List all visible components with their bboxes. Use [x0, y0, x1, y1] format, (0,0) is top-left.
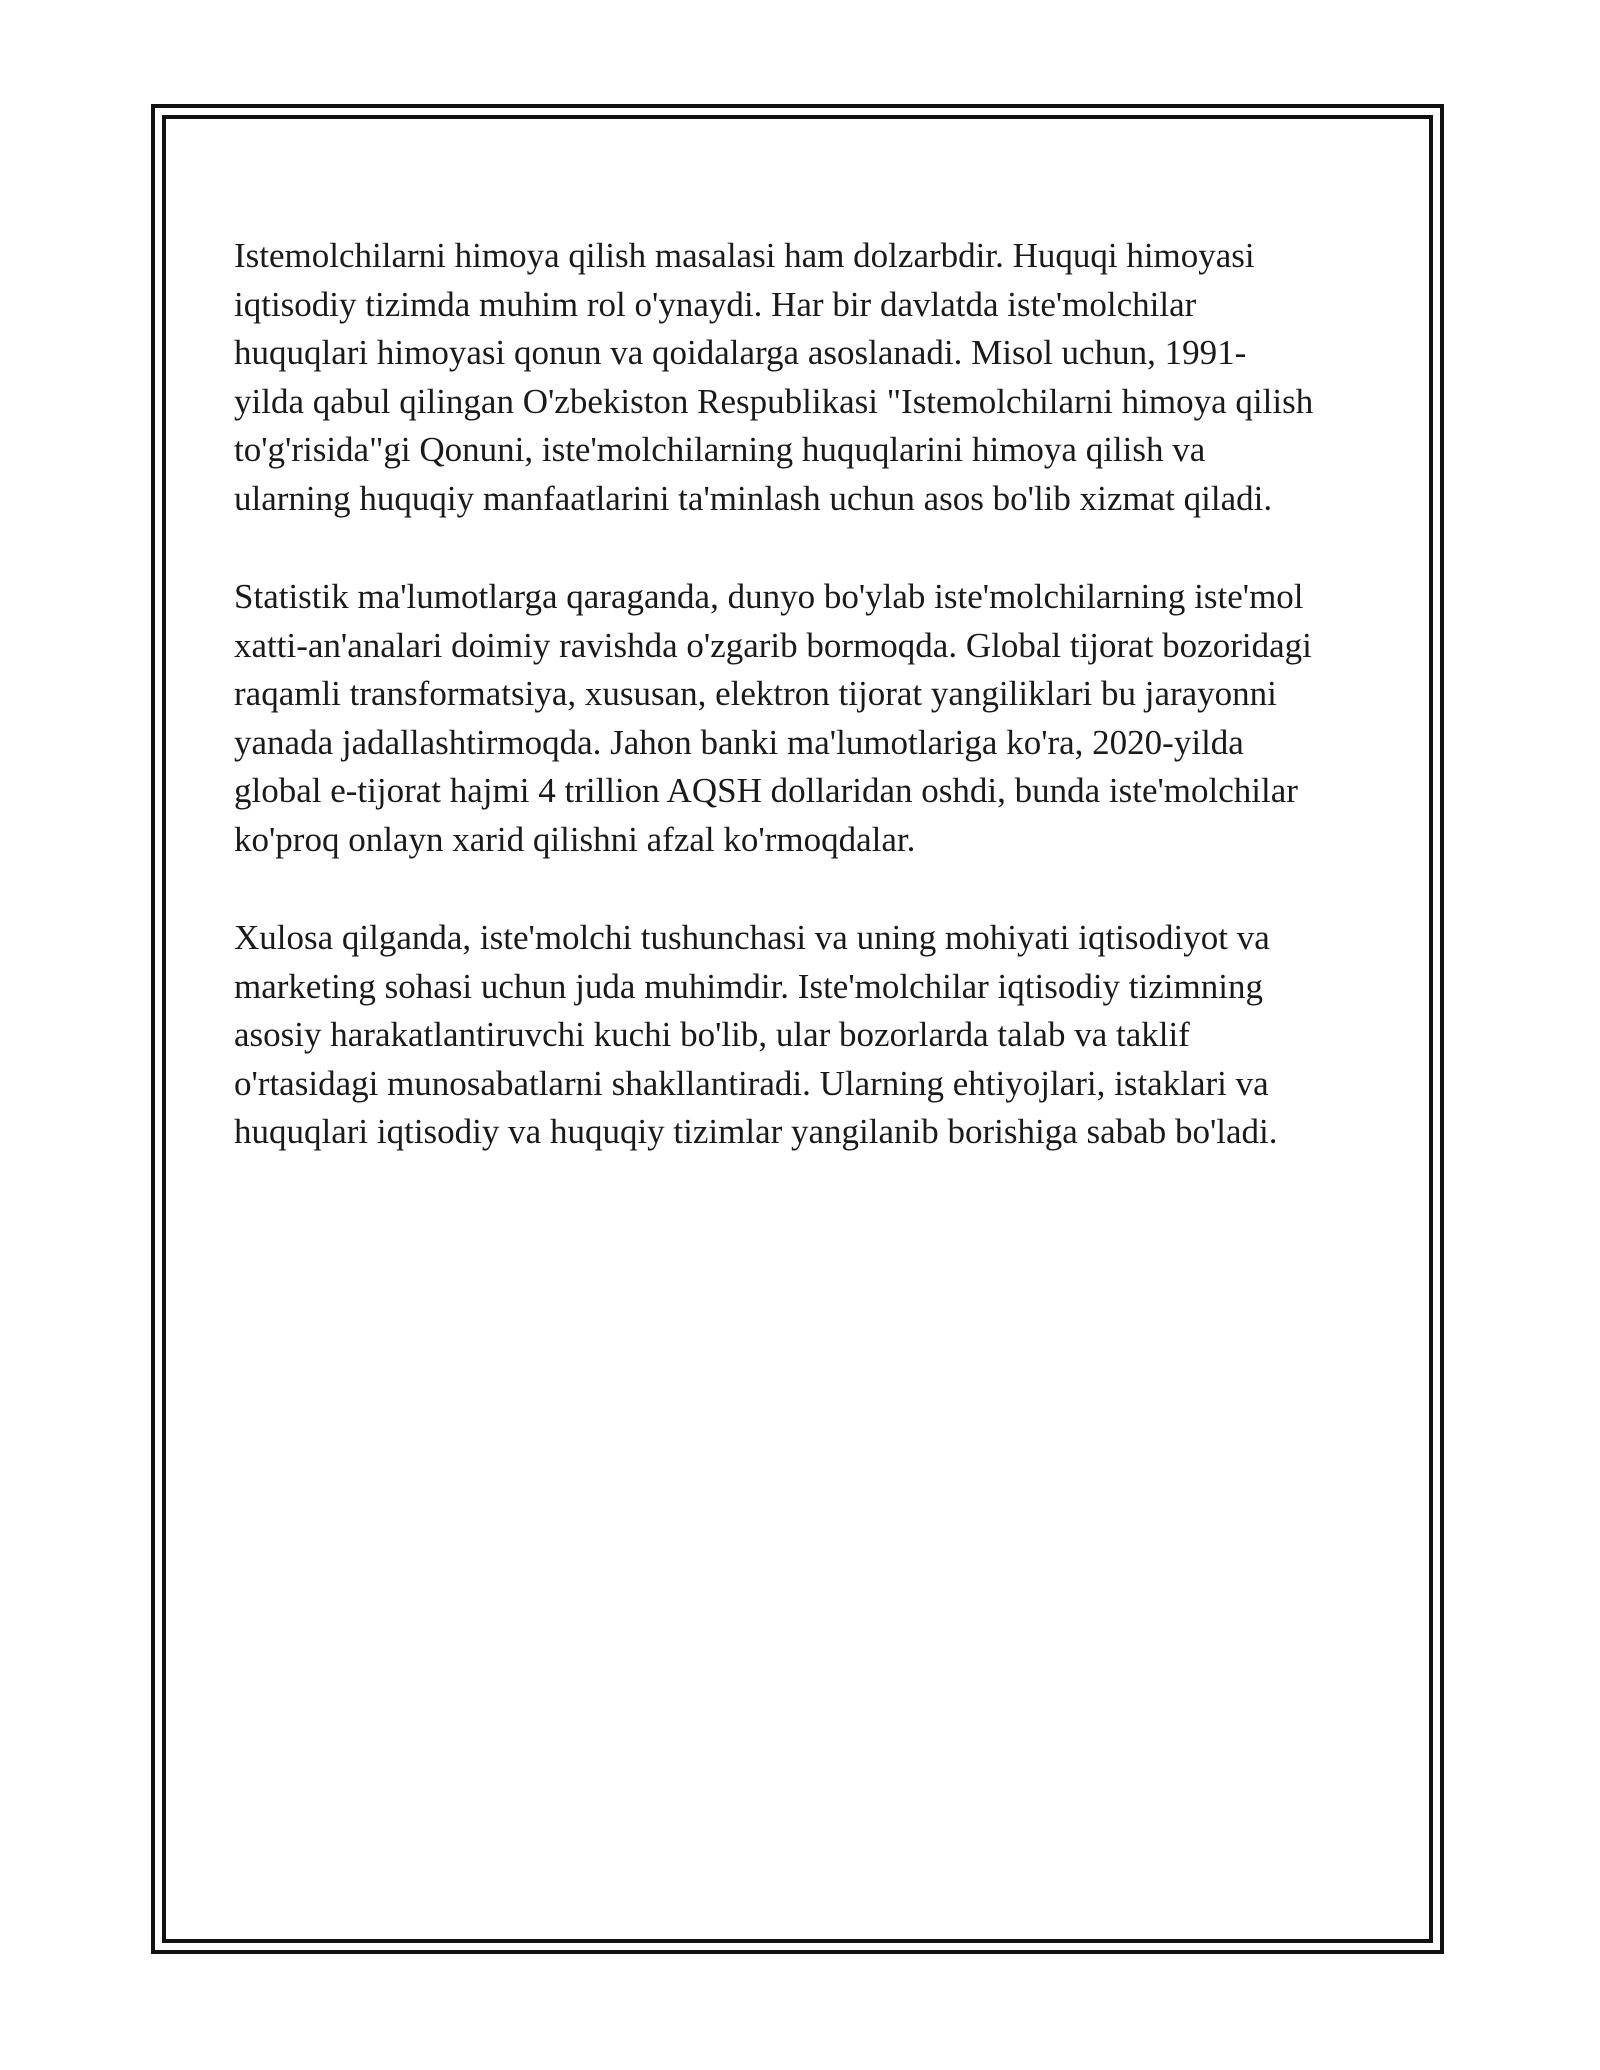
paragraph-consumer-protection: Istemolchilarni himoya qilish masalasi ham dolzarbdir. Huquqi himoyasi iqtisodiy tizimda muhim rol o'ynaydi. Har bir davlatda iste'molchilar huquqlari himoyasi qonun va qoidalarga asoslanadi. Misol uchun, 1991- yilda qabul qilingan O'zbekiston Respublikasi "Istemolchilarni himoya qilish to'g'risida"gi Qonuni, iste'molchilarning huquqlarini himoya qilish va ularning huquqiy manfaatlarini ta'minlash uchun asos bo'lib xizmat qiladi.: [234, 236, 1314, 518]
document-body: [234, 232, 1374, 1207]
paragraph-conclusion: Xulosa qilganda, iste'molchi tushunchasi va uning mohiyati iqtisodiyot va marketing sohasi uchun juda muhimdir. Iste'molchilar iqtisodiy tizimning asosiy harakatlantiruvchi kuchi bo'lib, ular bozorlarda talab va taklif o'rtasidagi munosabatlarni shakllantiradi. Ularning ehtiyojlari, istaklari va huquqlari iqtisodiy va huquqiy tizimlar yangilanib borishiga sabab bo'ladi.: [234, 918, 1278, 1151]
paragraph-statistics: Statistik ma'lumotlarga qaraganda, dunyo bo'ylab iste'molchilarning iste'mol xatti-an'analari doimiy ravishda o'zgarib bormoqda. Global tijorat bozoridagi raqamli transformatsiya, xususan, elektron tijorat yangiliklari bu jarayonni yanada jadallashtirmoqda. Jahon banki ma'lumotlariga ko'ra, 2020-yilda global e-tijorat hajmi 4 trillion AQSH dollaridan oshdi, bunda iste'molchilar ko'proq onlayn xarid qilishni afzal ko'rmoqdalar.: [234, 577, 1312, 859]
